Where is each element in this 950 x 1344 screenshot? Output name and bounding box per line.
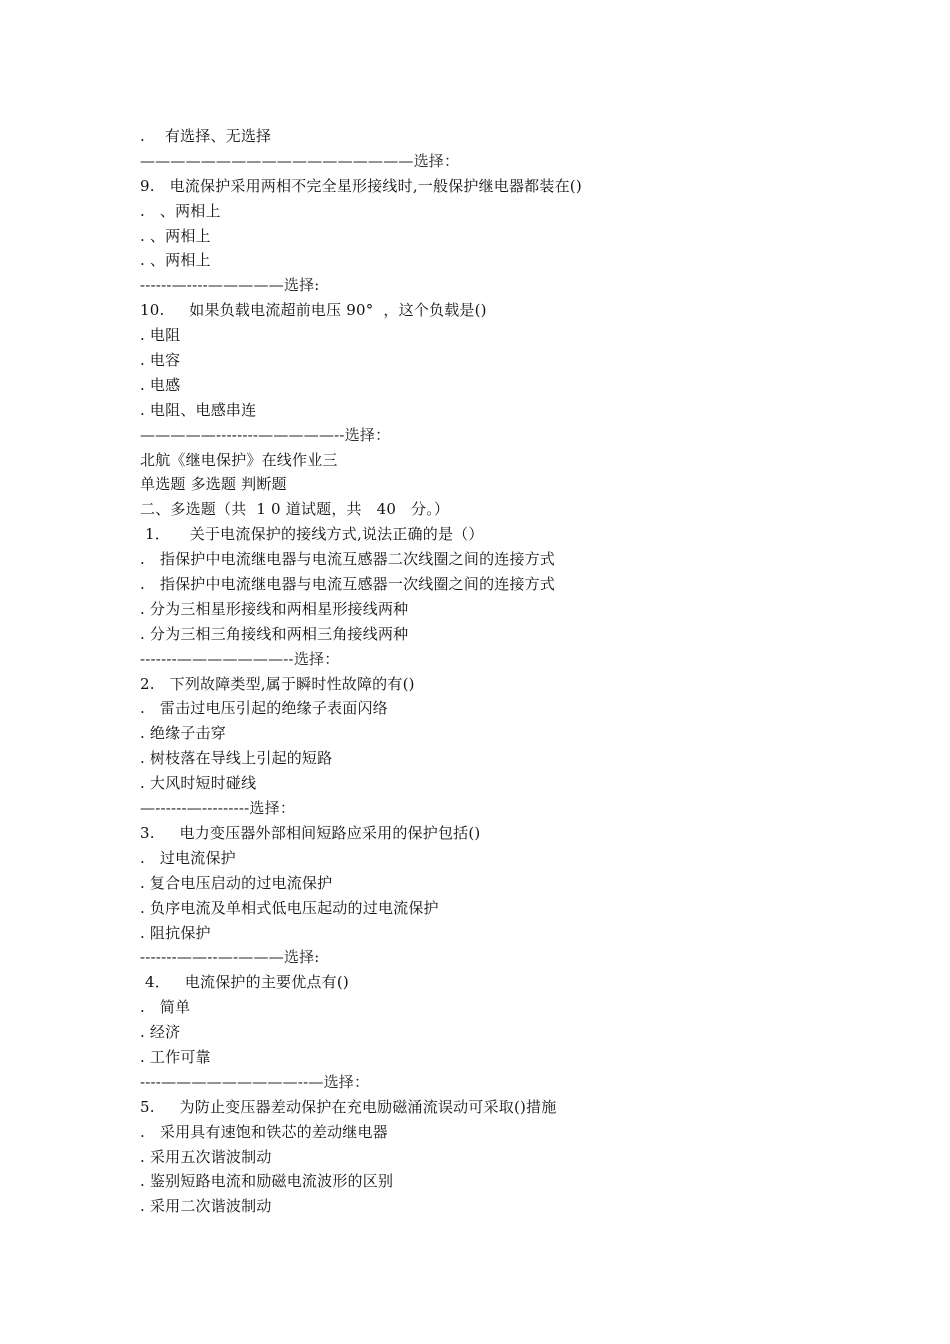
option-line: . 过电流保护 [140,848,236,867]
option-line: . 采用具有速饱和铁芯的差动继电器 [140,1122,388,1141]
option-line: . 经济 [140,1023,181,1042]
separator-line: —————--------—————--选择： [140,425,391,444]
option-line: . 复合电压启动的过电流保护 [140,873,333,892]
heading-line: 单选题 多选题 判断题 [140,475,287,494]
option-line: . 采用二次谐波制动 [140,1197,272,1216]
option-line: . 负序电流及单相式低电压起动的过电流保护 [140,898,439,917]
option-line: . 、两相上 [140,251,211,270]
option-line: . 简单 [140,998,191,1017]
separator-line: —------—---------选择： [140,799,296,818]
separator-line: ------—----—————选择: [140,276,320,295]
option-line: . 电感 [140,375,181,394]
option-line: . 分为三相星形接线和两相星形接线两种 [140,599,409,618]
question-line: 10. 如果负载电流超前电压 90° ，这个负载是() [140,301,487,320]
option-line: . 工作可靠 [140,1047,211,1066]
question-line: 4． 电流保护的主要优点有() [140,973,349,992]
heading-line: 二、多选题（共 1 0 道试题，共 40 分。） [140,500,450,519]
option-line: . 指保护中电流继电器与电流互感器一次线圈之间的连接方式 [140,575,556,594]
question-line: 1． 关于电流保护的接线方式,说法正确的是（） [140,525,484,544]
option-line: . 指保护中电流继电器与电流互感器二次线圈之间的连接方式 [140,550,556,569]
separator-line: -------——--—-———选择: [140,948,320,967]
separator-line: ----—————————--—选择： [140,1072,370,1091]
option-line: . 阻抗保护 [140,923,211,942]
option-line: . 电阻、电感串连 [140,400,257,419]
option-line: . 树枝落在导线上引起的短路 [140,749,333,768]
question-line: 3. 电力变压器外部相间短路应采用的保护包括() [140,823,481,842]
option-line: . 鉴别短路电流和励磁电流波形的区别 [140,1172,394,1191]
option-line: . 有选择、无选择 [140,127,272,145]
question-line: 9. 电流保护采用两相不完全星形接线时,一般保护继电器都装在() [140,176,582,195]
option-line: . 绝缘子击穿 [140,724,226,743]
question-line: 5. 为防止变压器差动保护在充电励磁涌流误动可采取()措施 [140,1097,557,1116]
option-line: . 电容 [140,351,181,370]
separator-line: -------———————--选择： [140,649,340,668]
option-line: . 、两相上 [140,226,211,245]
question-line: 2. 下列故障类型,属于瞬时性故障的有() [140,674,415,693]
document-page [140,124,860,1219]
option-line: . 大风时短时碰线 [140,774,257,793]
option-line: . 分为三相三角接线和两相三角接线两种 [140,624,409,643]
separator-line: ——————————————————选择： [140,151,460,170]
option-line: . 、两相上 [140,201,221,220]
option-line: . 雷击过电压引起的绝缘子表面闪络 [140,699,388,718]
option-line: . 采用五次谐波制动 [140,1147,272,1166]
option-line: . 电阻 [140,326,181,345]
heading-line: 北航《继电保护》在线作业三 [140,450,338,469]
